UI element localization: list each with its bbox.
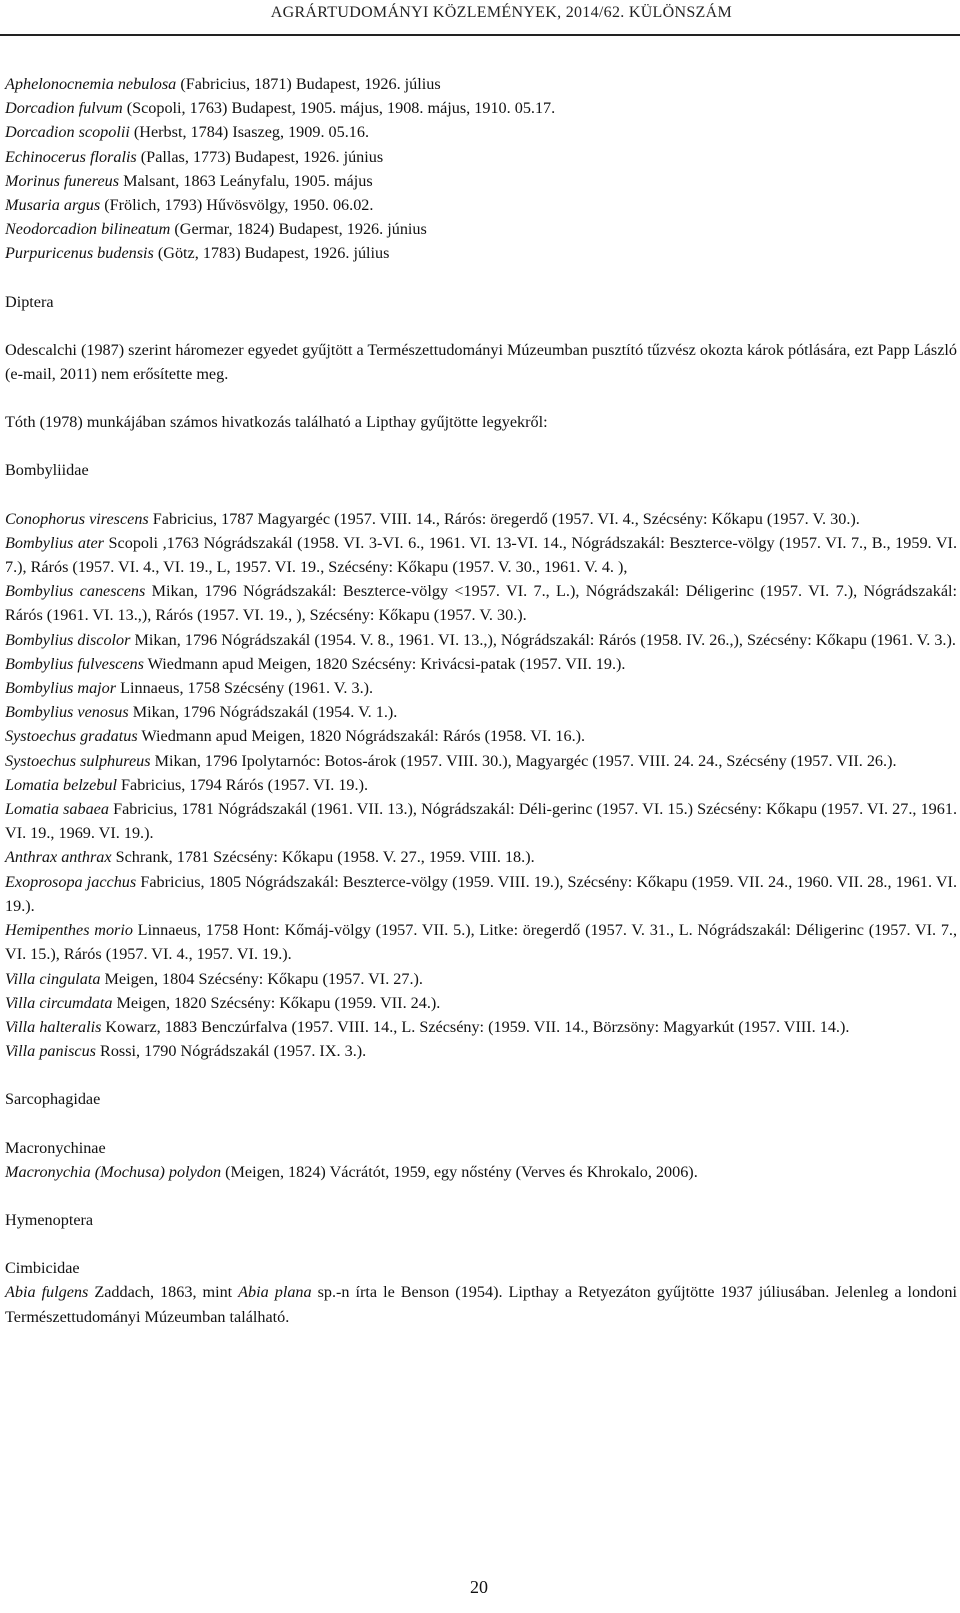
text-run: Linnaeus, 1758 Hont: Kőmáj-völgy (1957. VII. 5.), Litke: öregerdő (1957. V. 31., L. Nógrádszakál: Déligerinc (1957. VI. 7., VI. 15.), Rárós (1957. VI. 4., 1957. VI. 19.). [5, 921, 958, 964]
species-name: Conophorus virescens [5, 509, 149, 528]
species-name: Villa paniscus [5, 1042, 96, 1061]
text-paragraph [5, 217, 957, 241]
paragraph-gap [5, 266, 957, 290]
text-run: (Meigen, 1824) Vácrátót, 1959, egy nőstény (Verves és Khrokalo, 2006). [221, 1162, 698, 1181]
text-paragraph [5, 1256, 957, 1280]
text-paragraph [5, 1136, 957, 1160]
text-paragraph [5, 169, 957, 193]
text-paragraph [5, 241, 957, 265]
text-paragraph [5, 1160, 957, 1184]
species-name: Systoechus gradatus [5, 727, 138, 746]
text-run: Linnaeus, 1758 Szécsény (1961. V. 3.). [116, 679, 374, 698]
text-paragraph [5, 918, 957, 966]
species-name: Exoprosopa jacchus [5, 872, 137, 891]
species-name: Lomatia sabaea [5, 800, 109, 819]
text-run: (Germar, 1824) Budapest, 1926. június [170, 220, 427, 239]
text-paragraph [5, 72, 957, 96]
text-paragraph [5, 676, 957, 700]
text-run: sp.-n írta le Benson (1954). Lipthay a Retyezáton gyűjtötte 1937 júliusában. Jelenleg a londoni Természettudományi Múzeumban található. [5, 1283, 957, 1326]
species-name: Anthrax anthrax [5, 848, 112, 867]
text-paragraph [5, 1087, 957, 1111]
species-name: Villa circumdata [5, 993, 113, 1012]
page-footer [0, 1577, 960, 1598]
species-name: Hemipenthes morio [5, 921, 133, 940]
text-run: Bombyliidae [5, 461, 89, 480]
paragraph-gap [5, 1112, 957, 1136]
text-paragraph [5, 749, 957, 773]
header-rule [0, 34, 960, 36]
running-header [0, 0, 960, 44]
text-run: Fabricius, 1781 Nógrádszakál (1961. VII. 13.), Nógrádszakál: Déli-gerinc (1957. VI. 15.) Szécsény: Kőkapu (1957. VI. 27., 1961. VI. 19., 1969. VI. 19.). [5, 800, 957, 843]
text-run: Mikan, 1796 Ipolytarnóc: Botos-árok (1957. VIII. 30.), Magyargéc (1957. VIII. 24. 24., Szécsény (1957. VII. 26.). [150, 751, 897, 770]
text-run: Malsant, 1863 Leányfalu, 1905. május [119, 171, 373, 190]
text-run: (Frölich, 1793) Hűvösvölgy, 1950. 06.02. [100, 196, 374, 215]
species-name: Musaria argus [5, 196, 101, 215]
paragraph-gap [5, 314, 957, 338]
paragraph-gap [5, 434, 957, 458]
text-paragraph [5, 145, 957, 169]
text-run: Hymenoptera [5, 1210, 94, 1229]
paragraph-gap [5, 1184, 957, 1208]
text-run: Wiedmann apud Meigen, 1820 Szécsény: Krivácsi-patak (1957. VII. 19.). [143, 654, 626, 673]
text-run: Rossi, 1790 Nógrádszakál (1957. IX. 3.). [95, 1042, 367, 1061]
page-body [5, 72, 957, 1329]
text-paragraph [5, 1280, 957, 1328]
text-run: (Scopoli, 1763) Budapest, 1905. május, 1908. május, 1910. 05.17. [122, 99, 556, 118]
text-paragraph [5, 193, 957, 217]
text-run: Sarcophagidae [5, 1090, 101, 1109]
species-name: Aphelonocnemia nebulosa [5, 75, 177, 93]
paragraph-gap [5, 1232, 957, 1256]
species-name: Macronychia (Mochusa) polydon [5, 1162, 222, 1181]
species-name: Bombylius canescens [5, 582, 146, 601]
text-paragraph [5, 1015, 957, 1039]
species-name: Dorcadion scopolii [5, 123, 130, 142]
text-run: Macronychinae [5, 1138, 106, 1157]
text-paragraph [5, 967, 957, 991]
text-run: Scopoli ,1763 Nógrádszakál (1958. VI. 3-VI. 6., 1961. VI. 13-VI. 14., Nógrádszakál: Beszterce-völgy (1957. VI. 7., B., 1959. VI. 7.), Rárós (1957. VI. 4., VI. 19., L, 1957. VI. 19., Szécsény: Kőkapu (1957. V. 30., 1961. V. 4. ), [5, 533, 957, 577]
text-run: Zaddach, 1863, mint [88, 1283, 239, 1302]
text-run: Cimbicidae [5, 1259, 80, 1278]
text-paragraph [5, 1039, 957, 1063]
text-paragraph [5, 845, 957, 869]
text-paragraph [5, 628, 957, 652]
species-name: Dorcadion fulvum [5, 99, 123, 118]
text-run: Meigen, 1820 Szécsény: Kőkapu (1959. VII. 24.). [112, 993, 441, 1012]
text-run: Mikan, 1796 Nógrádszakál: Beszterce-völgy <1957. VI. 7., L.), Nógrádszakál: Déligerinc (1957. VI. 7.), Nógrádszakál: Rárós (1961. VI. 13.,), Rárós (1957. VI. 19., ), Szécsény: Kőkapu (1957. V. 30.). [5, 582, 957, 625]
species-name: Abia plana [238, 1283, 312, 1302]
text-paragraph [5, 700, 957, 724]
species-name: Bombylius discolor [5, 630, 131, 649]
text-paragraph [5, 724, 957, 748]
text-run: Odescalchi (1987) szerint háromezer egyedet gyűjtött a Természettudományi Múzeumban pusztító tűzvész okozta károk pótlására, ezt Papp László (e-mail, 2011) nem erősítette meg. [5, 340, 957, 384]
text-paragraph [5, 531, 957, 579]
species-name: Bombylius ater [5, 533, 104, 552]
paragraph-gap [5, 386, 957, 410]
text-paragraph [5, 410, 957, 434]
text-run: (Pallas, 1773) Budapest, 1926. június [136, 147, 384, 166]
species-name: Bombylius fulvescens [5, 654, 144, 673]
text-paragraph [5, 652, 957, 676]
text-run: (Fabricius, 1871) Budapest, 1926. július [176, 75, 441, 93]
text-run: (Götz, 1783) Budapest, 1926. július [153, 244, 390, 263]
species-name: Bombylius venosus [5, 703, 129, 722]
species-name: Purpuricenus budensis [5, 244, 154, 263]
text-paragraph [5, 991, 957, 1015]
text-run: Fabricius, 1805 Nógrádszakál: Beszterce-völgy (1959. VIII. 19.), Szécsény: Kőkapu (1959. VII. 24., 1960. VII. 28., 1961. VI. 19.). [5, 872, 957, 915]
paragraph-gap [5, 1063, 957, 1087]
text-run: Meigen, 1804 Szécsény: Kőkapu (1957. VI. 27.). [100, 969, 423, 988]
text-paragraph [5, 773, 957, 797]
species-name: Lomatia belzebul [5, 775, 117, 794]
species-name: Villa cingulata [5, 969, 101, 988]
species-name: Echinocerus floralis [5, 147, 137, 166]
text-run: Fabricius, 1787 Magyargéc (1957. VIII. 14., Rárós: öregerdő (1957. VI. 4., Szécsény: Kőkapu (1957. V. 30.). [148, 509, 860, 528]
species-name: Abia fulgens [5, 1283, 89, 1302]
text-paragraph [5, 338, 957, 386]
text-run: (Herbst, 1784) Isaszeg, 1909. 05.16. [129, 123, 370, 142]
journal-title: AGRÁRTUDOMÁNYI KÖZLEMÉNYEK, 2014/62. KÜLÖNSZÁM [270, 4, 732, 21]
species-name: Villa halteralis [5, 1017, 102, 1036]
text-run: Mikan, 1796 Nógrádszakál (1954. V. 1.). [128, 703, 398, 722]
paragraph-gap [5, 483, 957, 507]
species-name: Systoechus sulphureus [5, 751, 151, 770]
text-paragraph [5, 797, 957, 845]
text-paragraph [5, 507, 957, 531]
text-paragraph [5, 458, 957, 482]
page-number: 20 [470, 1577, 488, 1597]
species-name: Morinus funereus [5, 171, 120, 190]
text-paragraph [5, 579, 957, 627]
species-name: Neodorcadion bilineatum [5, 220, 171, 239]
text-paragraph [5, 1208, 957, 1232]
text-run: Schrank, 1781 Szécsény: Kőkapu (1958. V. 27., 1959. VIII. 18.). [111, 848, 535, 867]
text-run: Tóth (1978) munkájában számos hivatkozás található a Lipthay gyűjtötte legyekről: [5, 413, 548, 432]
text-paragraph [5, 120, 957, 144]
text-run: Mikan, 1796 Nógrádszakál (1954. V. 8., 1961. VI. 13.,), Nógrádszakál: Rárós (1958. IV. 26.,), Szécsény: Kőkapu (1961. V. 3.). [130, 630, 956, 649]
species-name: Bombylius major [5, 679, 117, 698]
text-paragraph [5, 290, 957, 314]
text-run: Fabricius, 1794 Rárós (1957. VI. 19.). [116, 775, 369, 794]
text-run: Diptera [5, 292, 54, 311]
text-paragraph [5, 870, 957, 918]
text-paragraph [5, 96, 957, 120]
text-run: Kowarz, 1883 Benczúrfalva (1957. VIII. 14., L. Szécsény: (1959. VII. 14., Börzsöny: Magyarkút (1957. VIII. 14.). [101, 1017, 850, 1036]
text-run: Wiedmann apud Meigen, 1820 Nógrádszakál: Rárós (1958. VI. 16.). [137, 727, 586, 746]
